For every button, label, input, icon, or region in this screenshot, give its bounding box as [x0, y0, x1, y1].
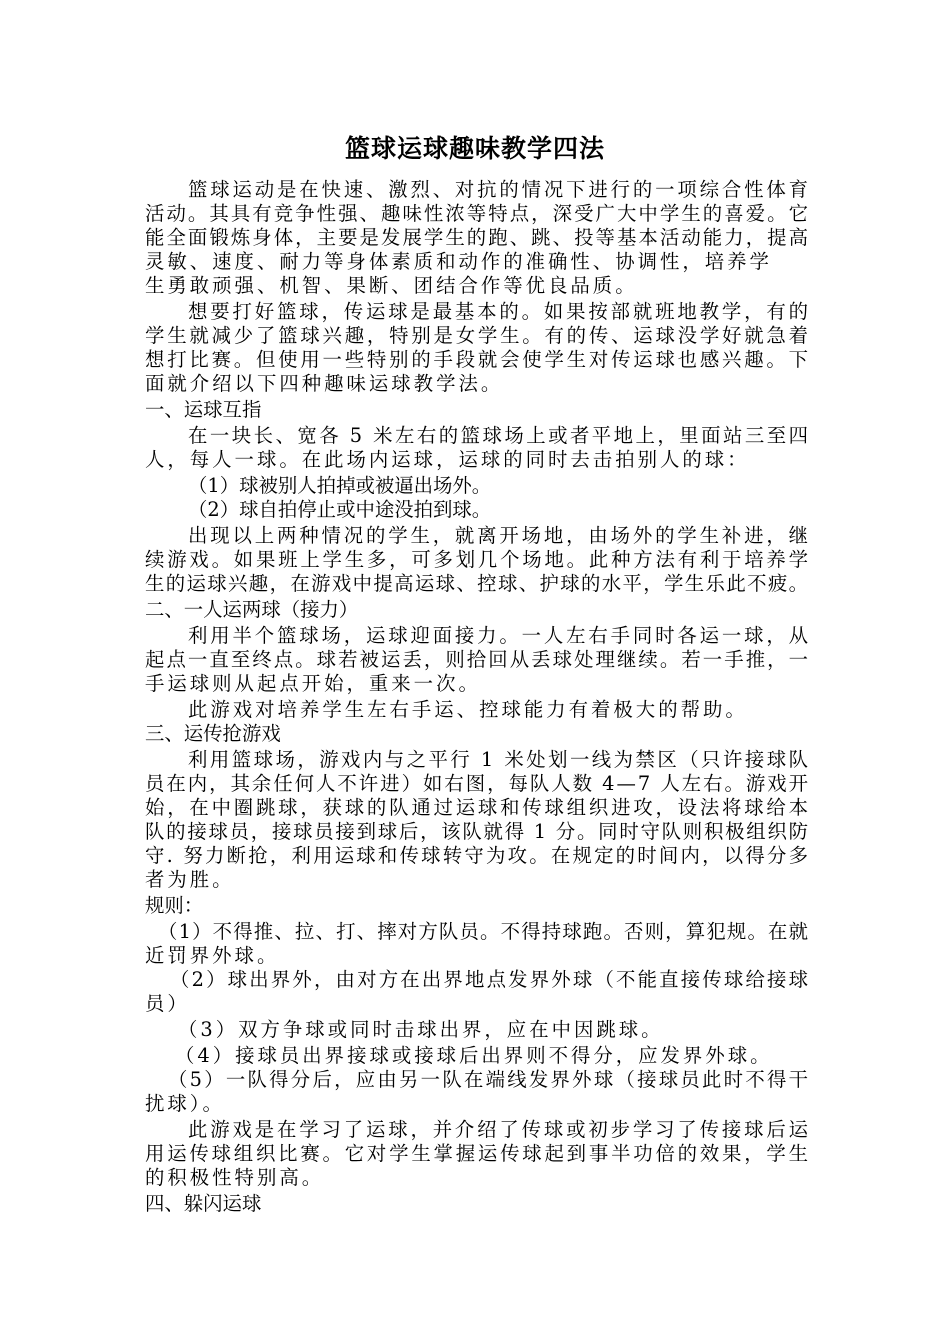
- paragraph-line: 灵敏、速度、耐力等身体素质和动作的准确性、协调性，培养学: [145, 250, 772, 273]
- section-heading: 二、一人运两球（接力）: [145, 598, 359, 621]
- rule-item: 近罚界外球。: [145, 944, 280, 967]
- rules-heading: 规则：: [145, 894, 204, 917]
- paragraph-line: 利用半个篮球场，运球迎面接力。一人左右手同时各运一球，从: [188, 624, 811, 647]
- paragraph-line: 能全面锻炼身体，主要是发展学生的跑、跳、投等基本活动能力，提高: [145, 226, 811, 249]
- paragraph-line: 起点一直至终点。球若被运丢，则拾回从丢球处理继续。若一手推，一: [145, 648, 811, 671]
- paragraph-line: 出现以上两种情况的学生，就离开场地，由场外的学生补进，继: [188, 524, 811, 547]
- paragraph-line: 想要打好篮球，传运球是最基本的。如果按部就班地教学，有的: [188, 300, 811, 323]
- section-heading: 三、运传抢游戏: [145, 722, 281, 745]
- paragraph-line: 者为胜。: [145, 868, 235, 891]
- paragraph-line: 想打比赛。但使用一些特别的手段就会使学生对传运球也感兴趣。下: [145, 348, 811, 371]
- paragraph-line: 员在内，其余任何人不许进）如右图，每队人数 4—7 人左右。游戏开: [145, 772, 810, 795]
- paragraph-line: 续游戏。如果班上学生多，可多划几个场地。此种方法有利于培养学: [145, 548, 811, 571]
- paragraph-line: 守. 努力断抢，利用运球和传球转守为攻。在规定的时间内，以得分多: [145, 844, 811, 867]
- paragraph-line: 活动。其具有竞争性强、趣味性浓等特点，深受广大中学生的喜爱。它: [145, 202, 811, 225]
- paragraph-line: 学生就减少了篮球兴趣，特别是女学生。有的传、运球没学好就急着: [145, 324, 811, 347]
- rule-item: 扰球）。: [145, 1092, 225, 1115]
- paragraph-line: 的积极性特别高。: [145, 1166, 325, 1189]
- list-item: （1）球被别人拍掉或被逼出场外。: [188, 474, 492, 497]
- paragraph-line: 此游戏是在学习了运球，并介绍了传球或初步学习了传接球后运: [188, 1118, 811, 1141]
- section-heading: 一、运球互指: [145, 398, 262, 421]
- paragraph-line: 队的接球员，接球员接到球后，该队就得 1 分。同时守队则积极组织防: [145, 820, 810, 843]
- list-item: （2）球自拍停止或中途没拍到球。: [188, 498, 492, 521]
- rule-item: （5）一队得分后，应由另一队在端线发界外球（接球员此时不得干: [168, 1068, 811, 1091]
- paragraph-line: 人，每人一球。在此场内运球，运球的同时去击拍别人的球：: [145, 448, 750, 471]
- rule-item: （3）双方争球或同时击球出界，应在中因跳球。: [178, 1018, 664, 1041]
- paragraph-line: 生勇敢顽强、机智、果断、团结合作等优良品质。: [145, 274, 638, 297]
- document-title: 篮球运球趣味教学四法: [344, 134, 605, 163]
- rule-item: （1）不得推、拉、打、摔对方队员。不得持球跑。否则，算犯规。在就: [158, 920, 810, 943]
- paragraph-line: 用运传球组织比赛。它对学生掌握运传球起到事半功倍的效果，学生: [145, 1142, 811, 1165]
- paragraph-line: 生的运球兴趣，在游戏中提高运球、控球、护球的水平，学生乐此不疲。: [145, 572, 810, 595]
- rule-item: 员）: [145, 992, 190, 1015]
- paragraph-line: 在一块长、宽各 5 米左右的篮球场上或者平地上，里面站三至四: [188, 424, 811, 447]
- rule-item: （4）接球员出界接球或接球后出界则不得分，应发界外球。: [175, 1044, 773, 1067]
- paragraph-line: 利用篮球场，游戏内与之平行 1 米处划一线为禁区（只许接球队: [188, 748, 811, 771]
- paragraph-line: 始，在中圈跳球，获球的队通过运球和传球组织进攻，设法将球给本: [145, 796, 811, 819]
- paragraph-line: 面就介绍以下四种趣味运球教学法。: [145, 372, 504, 395]
- paragraph-line: 篮球运动是在快速、激烈、对抗的情况下进行的一项综合性体育: [188, 178, 811, 201]
- paragraph-line: 此游戏对培养学生左右手运、控球能力有着极大的帮助。: [188, 698, 748, 721]
- section-heading: 四、躲闪运球: [145, 1192, 262, 1215]
- rule-item: （2）球出界外，由对方在出界地点发界外球（不能直接传球给接球: [170, 968, 811, 991]
- paragraph-line: 手运球则从起点开始，重来一次。: [145, 672, 481, 695]
